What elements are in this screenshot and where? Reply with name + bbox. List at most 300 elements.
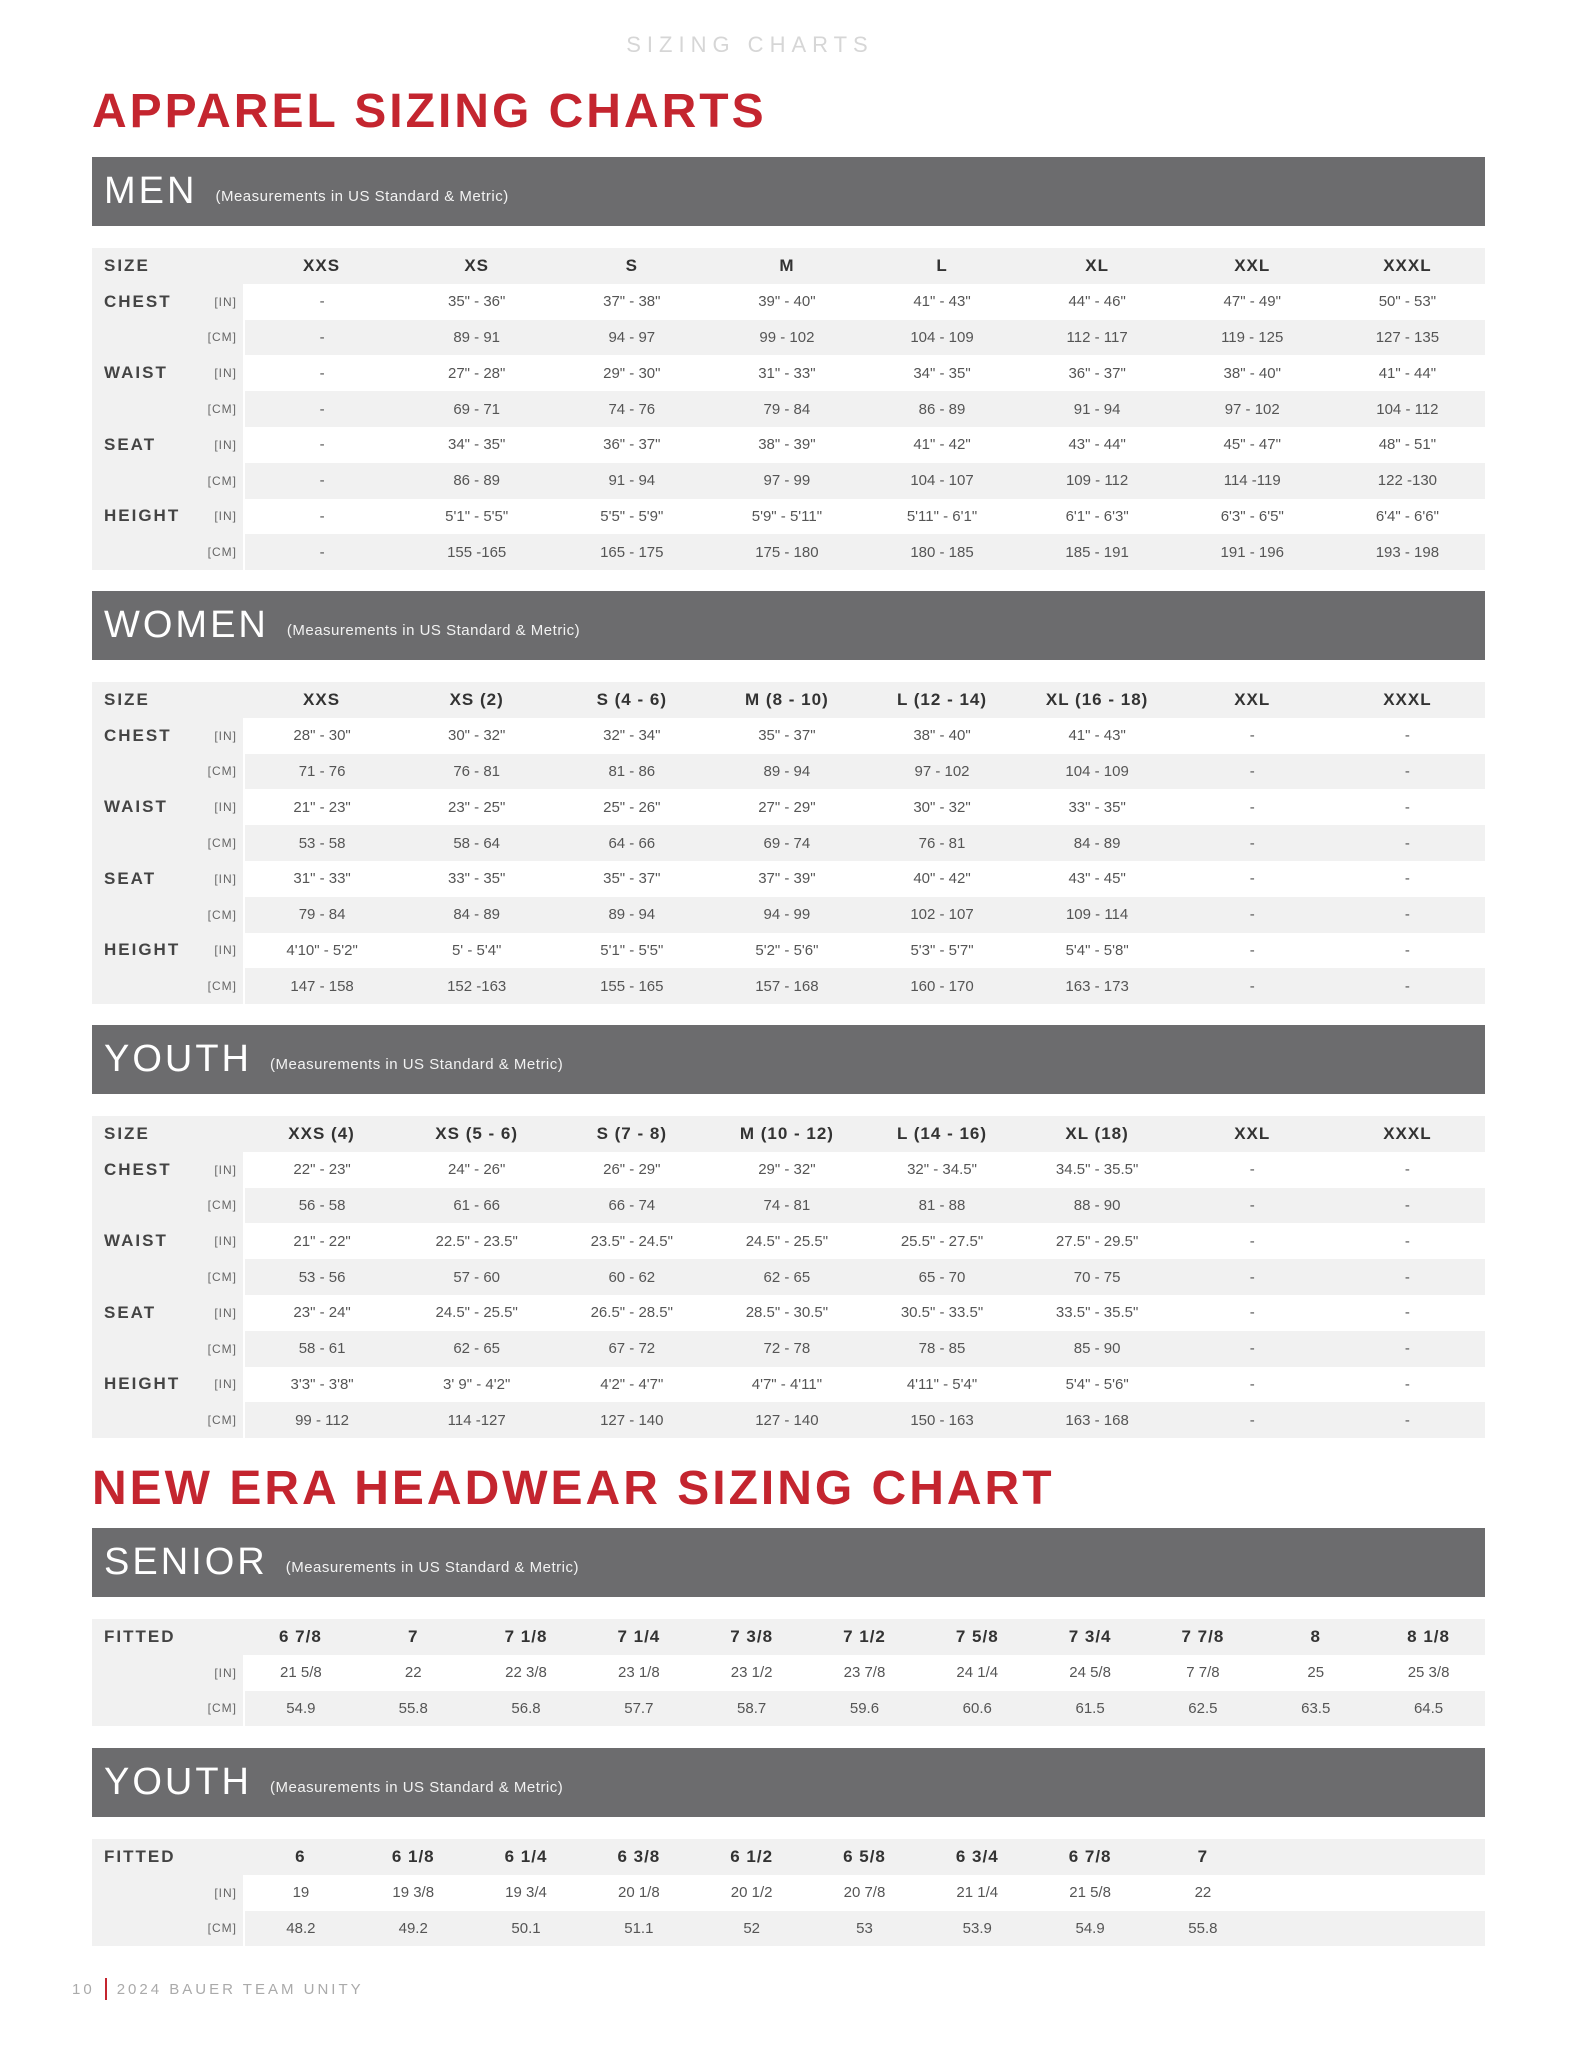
women-value-cell: 30" - 32" (864, 789, 1019, 825)
youth-value-cell: - (1330, 1223, 1485, 1259)
youth-value-cell: - (1330, 1331, 1485, 1367)
senior_hat-size-col: 7 7/8 (1147, 1619, 1260, 1655)
footer (72, 1978, 364, 2000)
youth-size-label: SIZE (92, 1116, 244, 1152)
youth_hat-fitted-row (92, 1839, 1485, 1875)
women-value-cell: - (1330, 933, 1485, 969)
women-value-cell: 76 - 81 (399, 754, 554, 790)
senior_hat-fitted-row (92, 1619, 1485, 1655)
men-value-cell: - (244, 320, 399, 356)
women-value-cell: - (1175, 933, 1330, 969)
youth-title: YOUTH (104, 1038, 252, 1080)
youth-section (92, 1025, 1485, 1438)
women-value-cell: 5'3" - 5'7" (864, 933, 1019, 969)
women-value-cell: 97 - 102 (864, 754, 1019, 790)
men-size-col: XXS (244, 248, 399, 284)
senior_hat-blank-label (92, 1655, 200, 1691)
youth_hat-value-cell: 22 (1147, 1875, 1260, 1911)
women-value-cell: 69 - 74 (709, 825, 864, 861)
men-value-cell: 86 - 89 (399, 463, 554, 499)
men-value-cell: 104 - 107 (864, 463, 1019, 499)
men-value-cell: 41" - 43" (864, 284, 1019, 320)
unit-label: [CM] (200, 754, 244, 790)
senior_hat-size-col: 8 (1259, 1619, 1372, 1655)
men-row-chest-in (92, 284, 1485, 320)
women-value-cell: 27" - 29" (709, 789, 864, 825)
youth-value-cell: 4'2" - 4'7" (554, 1367, 709, 1403)
men-value-cell: 44" - 46" (1020, 284, 1175, 320)
senior_hat-table (92, 1619, 1485, 1726)
senior_hat-size-col: 7 1/8 (470, 1619, 583, 1655)
women-value-cell: 40" - 42" (864, 861, 1019, 897)
senior_hat-size-col: 7 (357, 1619, 470, 1655)
youth-hat-section (92, 1748, 1485, 1946)
youth-measure-label (92, 1402, 200, 1438)
women-value-cell: - (1175, 789, 1330, 825)
youth-value-cell: - (1330, 1295, 1485, 1331)
youth_hat-size-col: 6 3/4 (921, 1839, 1034, 1875)
men-row-seat-in (92, 427, 1485, 463)
men-value-cell: 31" - 33" (709, 355, 864, 391)
women-value-cell: 25" - 26" (554, 789, 709, 825)
youth-value-cell: 34.5" - 35.5" (1020, 1152, 1175, 1188)
men-value-cell: 35" - 36" (399, 284, 554, 320)
men-value-cell: 47" - 49" (1175, 284, 1330, 320)
men-subtitle: (Measurements in US Standard & Metric) (215, 188, 509, 205)
men-value-cell: 112 - 117 (1020, 320, 1175, 356)
men-value-cell: 50" - 53" (1330, 284, 1485, 320)
youth_hat-value-cell (1372, 1911, 1485, 1947)
men-size-label: SIZE (92, 248, 244, 284)
women-value-cell: - (1330, 754, 1485, 790)
unit-label: [CM] (200, 534, 244, 570)
men-value-cell: - (244, 391, 399, 427)
youth_hat-blank-label (92, 1911, 200, 1947)
publication-name: 2024 BAUER TEAM UNITY (116, 1980, 364, 1998)
youth-value-cell: 74 - 81 (709, 1188, 864, 1224)
men-value-cell: 5'5" - 5'9" (554, 499, 709, 535)
women-value-cell: - (1175, 754, 1330, 790)
youth-value-cell: 114 -127 (399, 1402, 554, 1438)
youth-value-cell: - (1175, 1402, 1330, 1438)
unit-label: [CM] (200, 391, 244, 427)
women-value-cell: 5'4" - 5'8" (1020, 933, 1175, 969)
women-value-cell: 23" - 25" (399, 789, 554, 825)
youth-value-cell: 24" - 26" (399, 1152, 554, 1188)
youth-value-cell: - (1175, 1223, 1330, 1259)
women-row-height-cm (92, 968, 1485, 1004)
unit-label: [IN] (200, 427, 244, 463)
footer-divider (105, 1978, 107, 2000)
women-value-cell: 58 - 64 (399, 825, 554, 861)
men-value-cell: 155 -165 (399, 534, 554, 570)
youth-value-cell: - (1330, 1152, 1485, 1188)
senior_hat-header-bar (92, 1528, 1485, 1597)
youth-value-cell: 4'11" - 5'4" (864, 1367, 1019, 1403)
women-value-cell: 104 - 109 (1020, 754, 1175, 790)
men-value-cell: 104 - 109 (864, 320, 1019, 356)
senior_hat-value-cell: 24 1/4 (921, 1655, 1034, 1691)
youth-size-col: XL (18) (1020, 1116, 1175, 1152)
unit-label: [CM] (200, 1188, 244, 1224)
senior_hat-title: SENIOR (104, 1541, 268, 1583)
youth_hat-value-cell: 53 (808, 1911, 921, 1947)
youth-row-waist-in (92, 1223, 1485, 1259)
youth-value-cell: 32" - 34.5" (864, 1152, 1019, 1188)
men-row-chest-cm (92, 320, 1485, 356)
senior_hat-value-cell: 54.9 (244, 1691, 357, 1727)
women-header-bar (92, 591, 1485, 660)
senior_hat-size-col: 7 1/4 (582, 1619, 695, 1655)
youth-value-cell: - (1330, 1259, 1485, 1295)
women-value-cell: - (1330, 897, 1485, 933)
men-value-cell: 6'3" - 6'5" (1175, 499, 1330, 535)
youth_hat-value-cell (1259, 1875, 1372, 1911)
youth_hat-size-col: 6 7/8 (1034, 1839, 1147, 1875)
youth-row-seat-cm (92, 1331, 1485, 1367)
youth-value-cell: 85 - 90 (1020, 1331, 1175, 1367)
unit-label: [CM] (200, 897, 244, 933)
youth-value-cell: 33.5" - 35.5" (1020, 1295, 1175, 1331)
youth-value-cell: - (1175, 1367, 1330, 1403)
women-value-cell: 35" - 37" (709, 718, 864, 754)
women-size-col: L (12 - 14) (864, 682, 1019, 718)
men-value-cell: 5'1" - 5'5" (399, 499, 554, 535)
men-value-cell: 27" - 28" (399, 355, 554, 391)
women-size-col: S (4 - 6) (554, 682, 709, 718)
women-size-col: M (8 - 10) (709, 682, 864, 718)
men-value-cell: 97 - 102 (1175, 391, 1330, 427)
women-value-cell: - (1330, 861, 1485, 897)
senior_hat-value-cell: 22 (357, 1655, 470, 1691)
women-size-col: XXL (1175, 682, 1330, 718)
men-value-cell: 41" - 44" (1330, 355, 1485, 391)
women-size-col: XXS (244, 682, 399, 718)
youth_hat-size-col (1372, 1839, 1485, 1875)
youth_hat-value-cell: 21 5/8 (1034, 1875, 1147, 1911)
women-table (92, 682, 1485, 1004)
men-size-col: L (864, 248, 1019, 284)
men-value-cell: 48" - 51" (1330, 427, 1485, 463)
women-value-cell: 32" - 34" (554, 718, 709, 754)
men-value-cell: - (244, 499, 399, 535)
senior_hat-value-cell: 55.8 (357, 1691, 470, 1727)
youth_hat-value-cell: 55.8 (1147, 1911, 1260, 1947)
women-measure-label: CHEST (92, 718, 200, 754)
men-row-seat-cm (92, 463, 1485, 499)
senior_hat-subtitle: (Measurements in US Standard & Metric) (285, 1559, 579, 1576)
men-size-col: M (709, 248, 864, 284)
men-value-cell: 94 - 97 (554, 320, 709, 356)
women-value-cell: 76 - 81 (864, 825, 1019, 861)
youth-value-cell: 60 - 62 (554, 1259, 709, 1295)
senior_hat-value-cell: 56.8 (470, 1691, 583, 1727)
men-value-cell: 5'9" - 5'11" (709, 499, 864, 535)
men-table (92, 248, 1485, 570)
women-value-cell: 102 - 107 (864, 897, 1019, 933)
youth-value-cell: 78 - 85 (864, 1331, 1019, 1367)
men-value-cell: 38" - 39" (709, 427, 864, 463)
men-header-bar (92, 157, 1485, 226)
page-header: SIZING CHARTS (626, 32, 874, 57)
men-value-cell: 104 - 112 (1330, 391, 1485, 427)
youth_hat-size-col: 6 (244, 1839, 357, 1875)
women-measure-label (92, 754, 200, 790)
women-value-cell: 155 - 165 (554, 968, 709, 1004)
senior_hat-value-cell: 23 1/2 (695, 1655, 808, 1691)
youth-row-chest-in (92, 1152, 1485, 1188)
women-value-cell: 4'10" - 5'2" (244, 933, 399, 969)
youth-value-cell: 3'3" - 3'8" (244, 1367, 399, 1403)
men-value-cell: 36" - 37" (1020, 355, 1175, 391)
youth-value-cell: 67 - 72 (554, 1331, 709, 1367)
men-value-cell: 74 - 76 (554, 391, 709, 427)
youth_hat-value-cell: 52 (695, 1911, 808, 1947)
unit-label: [CM] (200, 968, 244, 1004)
youth-value-cell: 22.5" - 23.5" (399, 1223, 554, 1259)
youth_hat-size-col: 6 1/2 (695, 1839, 808, 1875)
women-row-chest-in (92, 718, 1485, 754)
senior_hat-value-cell: 23 7/8 (808, 1655, 921, 1691)
men-value-cell: 175 - 180 (709, 534, 864, 570)
youth-value-cell: - (1330, 1188, 1485, 1224)
women-size-col: XXXL (1330, 682, 1485, 718)
men-measure-label: SEAT (92, 427, 200, 463)
men-value-cell: 36" - 37" (554, 427, 709, 463)
youth_hat-size-col: 6 1/8 (357, 1839, 470, 1875)
youth_hat-value-cell: 49.2 (357, 1911, 470, 1947)
men-value-cell: - (244, 463, 399, 499)
youth-value-cell: 65 - 70 (864, 1259, 1019, 1295)
youth-value-cell: 29" - 32" (709, 1152, 864, 1188)
women-size-row (92, 682, 1485, 718)
women-row-seat-cm (92, 897, 1485, 933)
youth-value-cell: - (1175, 1152, 1330, 1188)
women-value-cell: 147 - 158 (244, 968, 399, 1004)
youth_hat-size-col: 7 (1147, 1839, 1260, 1875)
youth-size-col: S (7 - 8) (554, 1116, 709, 1152)
youth-value-cell: 30.5" - 33.5" (864, 1295, 1019, 1331)
women-value-cell: 53 - 58 (244, 825, 399, 861)
youth-size-col: XXS (4) (244, 1116, 399, 1152)
senior_hat-value-cell: 58.7 (695, 1691, 808, 1727)
senior_hat-value-cell: 7 7/8 (1147, 1655, 1260, 1691)
men-value-cell: 165 - 175 (554, 534, 709, 570)
youth_hat-value-cell: 53.9 (921, 1911, 1034, 1947)
men-value-cell: 122 -130 (1330, 463, 1485, 499)
youth_hat-header-bar (92, 1748, 1485, 1817)
men-size-col: XL (1020, 248, 1175, 284)
senior_hat-value-cell: 61.5 (1034, 1691, 1147, 1727)
women-title: WOMEN (104, 604, 269, 646)
men-measure-label: HEIGHT (92, 499, 200, 535)
women-row-chest-cm (92, 754, 1485, 790)
women-value-cell: - (1330, 968, 1485, 1004)
youth_hat-value-cell (1259, 1911, 1372, 1947)
men-value-cell: 34" - 35" (864, 355, 1019, 391)
women-value-cell: 30" - 32" (399, 718, 554, 754)
youth-measure-label: WAIST (92, 1223, 200, 1259)
youth-value-cell: 56 - 58 (244, 1188, 399, 1224)
women-value-cell: 152 -163 (399, 968, 554, 1004)
men-value-cell: 38" - 40" (1175, 355, 1330, 391)
unit-label: [IN] (200, 499, 244, 535)
women-value-cell: 33" - 35" (1020, 789, 1175, 825)
men-value-cell: 180 - 185 (864, 534, 1019, 570)
men-measure-label: WAIST (92, 355, 200, 391)
youth-value-cell: 58 - 61 (244, 1331, 399, 1367)
youth-value-cell: 62 - 65 (709, 1259, 864, 1295)
men-size-col: S (554, 248, 709, 284)
men-value-cell: 5'11" - 6'1" (864, 499, 1019, 535)
men-value-cell: 127 - 135 (1330, 320, 1485, 356)
men-value-cell: 6'4" - 6'6" (1330, 499, 1485, 535)
women-value-cell: 89 - 94 (709, 754, 864, 790)
men-value-cell: 43" - 44" (1020, 427, 1175, 463)
men-row-waist-cm (92, 391, 1485, 427)
youth-measure-label (92, 1331, 200, 1367)
unit-label: [IN] (200, 1367, 244, 1403)
youth-measure-label: HEIGHT (92, 1367, 200, 1403)
youth-value-cell: - (1330, 1402, 1485, 1438)
youth-size-col: L (14 - 16) (864, 1116, 1019, 1152)
women-measure-label (92, 968, 200, 1004)
youth-value-cell: - (1330, 1367, 1485, 1403)
youth-value-cell: 70 - 75 (1020, 1259, 1175, 1295)
youth-value-cell: 150 - 163 (864, 1402, 1019, 1438)
men-value-cell: 89 - 91 (399, 320, 554, 356)
youth-value-cell: 21" - 22" (244, 1223, 399, 1259)
unit-label: [IN] (200, 1875, 244, 1911)
women-row-waist-cm (92, 825, 1485, 861)
women-value-cell: - (1175, 718, 1330, 754)
senior_hat-value-cell: 60.6 (921, 1691, 1034, 1727)
women-value-cell: 43" - 45" (1020, 861, 1175, 897)
women-measure-label (92, 897, 200, 933)
unit-label: [CM] (200, 1402, 244, 1438)
youth-value-cell: 24.5" - 25.5" (399, 1295, 554, 1331)
unit-label: [CM] (200, 1911, 244, 1947)
men-section (92, 157, 1485, 570)
men-value-cell: 37" - 38" (554, 284, 709, 320)
women-row-waist-in (92, 789, 1485, 825)
men-row-height-cm (92, 534, 1485, 570)
page-number: 10 (72, 1980, 95, 1998)
youth-value-cell: 72 - 78 (709, 1331, 864, 1367)
women-value-cell: 31" - 33" (244, 861, 399, 897)
youth-value-cell: 99 - 112 (244, 1402, 399, 1438)
men-value-cell: 6'1" - 6'3" (1020, 499, 1175, 535)
men-value-cell: 185 - 191 (1020, 534, 1175, 570)
youth_hat-value-cell: 50.1 (470, 1911, 583, 1947)
women-value-cell: 94 - 99 (709, 897, 864, 933)
youth-row-waist-cm (92, 1259, 1485, 1295)
men-value-cell: 99 - 102 (709, 320, 864, 356)
youth-size-col: M (10 - 12) (709, 1116, 864, 1152)
women-value-cell: 35" - 37" (554, 861, 709, 897)
unit-label: [IN] (200, 789, 244, 825)
senior_hat-size-col: 7 5/8 (921, 1619, 1034, 1655)
men-size-row (92, 248, 1485, 284)
youth-value-cell: - (1175, 1295, 1330, 1331)
women-size-col: XS (2) (399, 682, 554, 718)
youth_hat-value-cell: 19 (244, 1875, 357, 1911)
unit-label: [CM] (200, 825, 244, 861)
unit-label: [CM] (200, 1259, 244, 1295)
youth-value-cell: 27.5" - 29.5" (1020, 1223, 1175, 1259)
senior-hat-section (92, 1528, 1485, 1726)
women-value-cell: 160 - 170 (864, 968, 1019, 1004)
youth-row-height-in (92, 1367, 1485, 1403)
senior_hat-value-cell: 57.7 (582, 1691, 695, 1727)
men-size-col: XXXL (1330, 248, 1485, 284)
men-value-cell: - (244, 534, 399, 570)
youth-header-bar (92, 1025, 1485, 1094)
youth-value-cell: 66 - 74 (554, 1188, 709, 1224)
men-value-cell: 91 - 94 (1020, 391, 1175, 427)
men-title: MEN (104, 170, 198, 212)
unit-label: [CM] (200, 1691, 244, 1727)
women-measure-label: SEAT (92, 861, 200, 897)
women-value-cell: 5' - 5'4" (399, 933, 554, 969)
men-value-cell: 191 - 196 (1175, 534, 1330, 570)
youth-value-cell: 22" - 23" (244, 1152, 399, 1188)
women-value-cell: 5'1" - 5'5" (554, 933, 709, 969)
unit-label: [IN] (200, 933, 244, 969)
youth_hat-blank-label (92, 1875, 200, 1911)
youth-measure-label (92, 1259, 200, 1295)
senior_hat-value-cell: 22 3/8 (470, 1655, 583, 1691)
youth_hat-value-cell: 21 1/4 (921, 1875, 1034, 1911)
women-value-cell: 21" - 23" (244, 789, 399, 825)
senior_hat-value-cell: 63.5 (1259, 1691, 1372, 1727)
women-value-cell: 84 - 89 (1020, 825, 1175, 861)
youth_hat-value-cell: 54.9 (1034, 1911, 1147, 1947)
youth-size-col: XXL (1175, 1116, 1330, 1152)
youth_hat-size-col: 6 3/8 (582, 1839, 695, 1875)
youth-value-cell: 53 - 56 (244, 1259, 399, 1295)
men-measure-label (92, 534, 200, 570)
youth-value-cell: 28.5" - 30.5" (709, 1295, 864, 1331)
men-value-cell: 86 - 89 (864, 391, 1019, 427)
youth_hat-value-cell: 19 3/4 (470, 1875, 583, 1911)
youth-measure-label: SEAT (92, 1295, 200, 1331)
senior_hat-size-col: 8 1/8 (1372, 1619, 1485, 1655)
women-subtitle: (Measurements in US Standard & Metric) (286, 622, 581, 639)
men-row-waist-in (92, 355, 1485, 391)
senior_hat-value-cell: 25 3/8 (1372, 1655, 1485, 1691)
youth_hat-size-col: 6 5/8 (808, 1839, 921, 1875)
youth_hat-title: YOUTH (104, 1761, 252, 1803)
youth-value-cell: 81 - 88 (864, 1188, 1019, 1224)
senior_hat-size-col: 6 7/8 (244, 1619, 357, 1655)
men-value-cell: 97 - 99 (709, 463, 864, 499)
men-row-height-in (92, 499, 1485, 535)
men-size-col: XXL (1175, 248, 1330, 284)
senior_hat-value-cell: 25 (1259, 1655, 1372, 1691)
women-value-cell: - (1175, 968, 1330, 1004)
women-value-cell: 79 - 84 (244, 897, 399, 933)
youth_hat-value-cell: 20 7/8 (808, 1875, 921, 1911)
men-value-cell: - (244, 427, 399, 463)
women-row-seat-in (92, 861, 1485, 897)
unit-label: [IN] (200, 1152, 244, 1188)
men-value-cell: 109 - 112 (1020, 463, 1175, 499)
youth-value-cell: 62 - 65 (399, 1331, 554, 1367)
youth-measure-label (92, 1188, 200, 1224)
youth_hat-value-cell: 48.2 (244, 1911, 357, 1947)
youth_hat-value-cell: 51.1 (582, 1911, 695, 1947)
